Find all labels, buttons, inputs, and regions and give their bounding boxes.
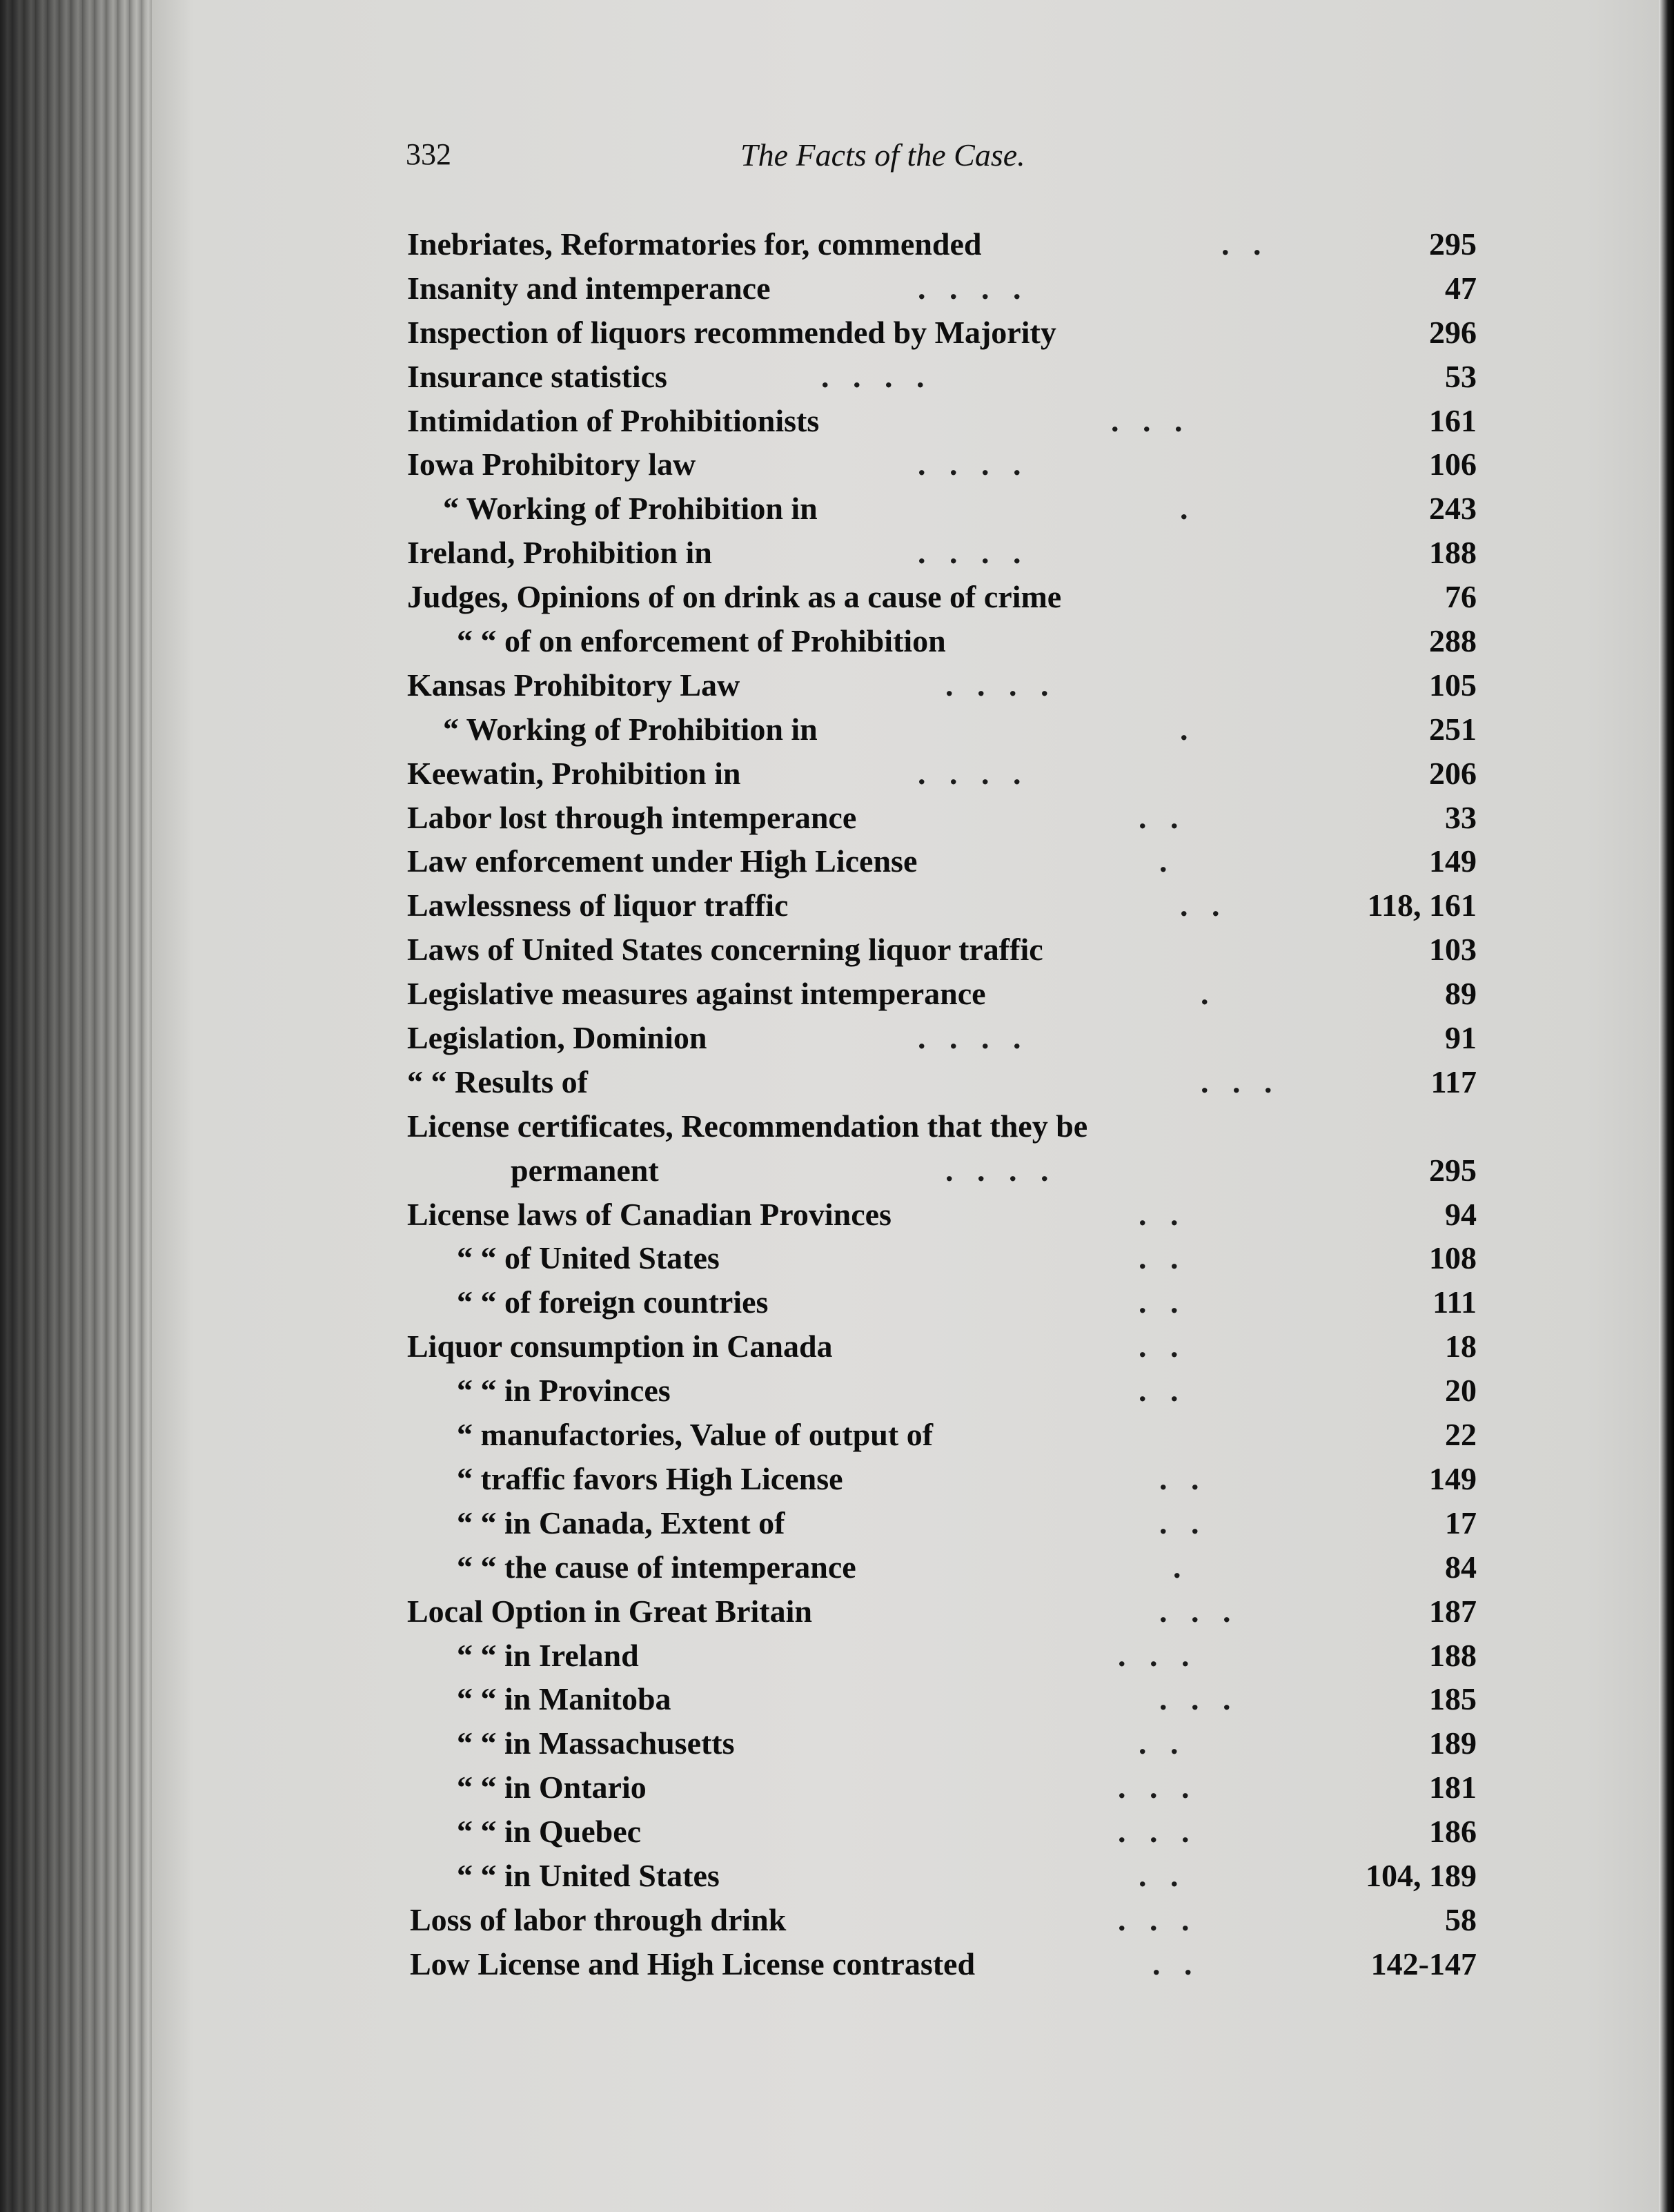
index-entry-text: Legislation, Dominion (407, 1020, 707, 1056)
index-entry-text: “ “ in Manitoba (457, 1681, 671, 1717)
index-entry-page: 206 (1429, 755, 1477, 791)
index-entry (407, 663, 1511, 707)
index-entry-text: Laws of United States concerning liquor traffic (407, 932, 1043, 968)
leader-dots: . . (1139, 1329, 1179, 1364)
index-entry (407, 1413, 1511, 1457)
leader-dots: . . (1180, 888, 1220, 923)
index-entry (407, 1765, 1511, 1810)
index-entry-page: 94 (1445, 1196, 1477, 1232)
index-entry-text: “ “ in Canada, Extent of (457, 1505, 785, 1540)
index-entry-page: 106 (1429, 447, 1477, 482)
leader-dots: . . (1139, 1857, 1179, 1893)
index-entry (407, 1677, 1511, 1721)
index-entry-page: 111 (1432, 1284, 1477, 1320)
index-entry-page: 149 (1429, 1460, 1477, 1496)
leader-dots: . . . (1118, 1770, 1190, 1805)
index-entry (407, 575, 1511, 619)
index-entry (407, 1545, 1511, 1589)
index-entry-text: “ “ the cause of intemperance (457, 1549, 856, 1585)
index-entry-text: Intimidation of Prohibitionists (407, 402, 820, 438)
leader-dots: . . . . (918, 447, 1021, 482)
index-entry-page: 243 (1429, 491, 1477, 527)
index-entry (407, 1898, 1511, 1942)
index-entry (407, 1324, 1511, 1369)
index-entry-page: 108 (1429, 1240, 1477, 1276)
index-entry-page: 117 (1430, 1064, 1477, 1099)
index-entry (407, 1501, 1511, 1545)
index-entry-text: “ traffic favors High License (457, 1460, 843, 1496)
index-entry-text: License certificates, Recommendation that they be (407, 1108, 1088, 1144)
index-entry (407, 355, 1511, 399)
index-entry (407, 1016, 1511, 1060)
index-entry-text: Lawlessness of liquor traffic (407, 888, 789, 923)
leader-dots: . . . . (945, 1152, 1049, 1188)
index-entry-page: 181 (1429, 1770, 1477, 1805)
leader-dots: . . (1159, 1460, 1199, 1496)
leader-dots: . . . (1118, 1901, 1190, 1937)
index-entry-page: 187 (1429, 1593, 1477, 1629)
leader-dots: . . . (1111, 402, 1183, 438)
index-entry-page: 105 (1429, 667, 1477, 703)
index-entry-text: “ “ in Quebec (457, 1814, 642, 1850)
index-entry-text: Law enforcement under High License (407, 843, 918, 879)
index-entry (407, 707, 1511, 752)
index-entry (407, 1369, 1511, 1413)
index-entry (407, 311, 1511, 355)
index-entry-text: “ “ of foreign countries (457, 1284, 769, 1320)
index-entry (407, 1457, 1511, 1501)
index-entry-text: Iowa Prohibitory law (407, 447, 696, 482)
index-entry (407, 972, 1511, 1016)
index-entry-text: “ “ in United States (457, 1857, 720, 1893)
index-entry-page: 22 (1445, 1417, 1477, 1453)
index-entry (407, 399, 1511, 443)
index-entry (407, 222, 1511, 266)
index-entry-text: permanent (511, 1152, 659, 1188)
index-entry (407, 839, 1511, 883)
index-entry-page: 142-147 (1370, 1946, 1477, 1981)
page-header (406, 137, 1510, 181)
index-entry-page: 91 (1445, 1020, 1477, 1056)
index-entry-page: 20 (1445, 1373, 1477, 1409)
leader-dots: . (1180, 491, 1188, 527)
index-entry (407, 1721, 1511, 1765)
index-entry (407, 928, 1511, 972)
index-entry-text: “ “ in Provinces (457, 1373, 671, 1409)
leader-dots: . . . (1159, 1681, 1231, 1717)
index-entry (407, 752, 1511, 796)
index-entry-page: 84 (1445, 1549, 1477, 1585)
index-entry-page: 295 (1429, 1152, 1477, 1188)
index-entry-page: 17 (1445, 1505, 1477, 1540)
index-entry-text: Low License and High License contrasted (410, 1946, 976, 1981)
index-entry (407, 1589, 1511, 1634)
index-entry-page: 185 (1429, 1681, 1477, 1717)
index-entry-text: Inebriates, Reformatories for, commended (407, 226, 982, 262)
leader-dots: . (1173, 1549, 1181, 1585)
index-entry-text: Local Option in Great Britain (407, 1593, 812, 1629)
index-entry-text: “ Working of Prohibition in (443, 491, 818, 527)
leader-dots: . . (1139, 1196, 1179, 1232)
index-entry (407, 1060, 1511, 1104)
index-entry-text: Inspection of liquors recommended by Majority (407, 314, 1056, 350)
leader-dots: . . . . (918, 535, 1021, 571)
index-entry-text: Keewatin, Prohibition in (407, 755, 741, 791)
index-entry-text: Insurance statistics (407, 358, 667, 394)
index-entry-page: 186 (1429, 1814, 1477, 1850)
leader-dots: . . (1139, 1725, 1179, 1761)
index-entry-text: Labor lost through intemperance (407, 799, 857, 835)
index-entry (407, 1236, 1511, 1280)
index-entry-text: “ manufactories, Value of output of (457, 1417, 934, 1453)
index-entry-page: 188 (1429, 535, 1477, 571)
index-entry (407, 531, 1511, 575)
page-number: 332 (406, 137, 451, 171)
index-entry-page: 103 (1429, 932, 1477, 968)
index-entry-text: Insanity and intemperance (407, 270, 771, 306)
index-entry-page: 251 (1429, 711, 1477, 747)
index-entry-page: 104, 189 (1366, 1857, 1477, 1893)
leader-dots: . (1201, 976, 1209, 1012)
leader-dots: . . . . (945, 667, 1049, 703)
leader-dots: . . (1139, 1373, 1179, 1409)
index-entry (407, 487, 1511, 531)
index-entry-text: Liquor consumption in Canada (407, 1329, 833, 1364)
index-entry-text: “ “ of United States (457, 1240, 720, 1276)
index-entry (407, 1854, 1511, 1898)
index-entry-text: “ Working of Prohibition in (443, 711, 818, 747)
leader-dots: . . (1159, 1505, 1199, 1540)
index-entry (407, 1104, 1511, 1148)
index-entry-text: Judges, Opinions of on drink as a cause of crime (407, 579, 1062, 615)
index-entry-page: 47 (1445, 270, 1477, 306)
leader-dots: . . (1139, 1284, 1179, 1320)
index-entry-page: 33 (1445, 799, 1477, 835)
index-entry-page: 296 (1429, 314, 1477, 350)
index-entry (407, 1193, 1511, 1237)
leader-dots: . (1180, 711, 1188, 747)
index-entry-page: 295 (1429, 226, 1477, 262)
leader-dots: . . (1139, 799, 1179, 835)
index-entry (407, 883, 1511, 928)
index-entry-page: 188 (1429, 1637, 1477, 1673)
leader-dots: . (1159, 843, 1168, 879)
index-entry (407, 266, 1511, 311)
index-entry-text: “ “ in Massachusetts (457, 1725, 735, 1761)
index-entry (407, 619, 1511, 663)
index-entry (407, 1634, 1511, 1678)
index-entry-text: Kansas Prohibitory Law (407, 667, 740, 703)
index-entry-text: License laws of Canadian Provinces (407, 1196, 892, 1232)
index-entry-page: 53 (1445, 358, 1477, 394)
book-spine-shadow (0, 0, 152, 2212)
leader-dots: . . . . (918, 755, 1021, 791)
index-entry-page: 149 (1429, 843, 1477, 879)
index-entry (407, 1280, 1511, 1324)
index-entry-text: “ “ in Ireland (457, 1637, 639, 1673)
leader-dots: . . (1139, 1240, 1179, 1276)
leader-dots: . . . (1201, 1064, 1272, 1099)
index-list (407, 222, 1511, 1986)
running-title: The Facts of the Case. (740, 137, 1025, 173)
index-entry-text: “ “ Results of (407, 1064, 588, 1099)
index-entry-text: Loss of labor through drink (410, 1901, 787, 1937)
leader-dots: . . . (1118, 1637, 1190, 1673)
index-entry (407, 442, 1511, 487)
index-entry-page: 189 (1429, 1725, 1477, 1761)
index-entry-page: 89 (1445, 976, 1477, 1012)
leader-dots: . . . (1118, 1814, 1190, 1850)
index-entry-page: 161 (1429, 402, 1477, 438)
index-entry (407, 1148, 1511, 1193)
index-entry-page: 18 (1445, 1329, 1477, 1364)
index-entry-text: “ “ in Ontario (457, 1770, 647, 1805)
index-entry-page: 288 (1429, 623, 1477, 659)
index-entry-text: “ “ of on enforcement of Prohibition (457, 623, 946, 659)
leader-dots: . . . . (821, 358, 925, 394)
leader-dots: . . . . (918, 270, 1021, 306)
leader-dots: . . (1152, 1946, 1192, 1981)
index-entry-page: 58 (1445, 1901, 1477, 1937)
page-right-edge (1659, 0, 1674, 2212)
leader-dots: . . . . (918, 1020, 1021, 1056)
index-entry-page: 76 (1445, 579, 1477, 615)
index-entry (407, 1810, 1511, 1854)
leader-dots: . . (1221, 226, 1261, 262)
leader-dots: . . . (1159, 1593, 1231, 1629)
index-entry-text: Ireland, Prohibition in (407, 535, 712, 571)
index-entry (407, 796, 1511, 840)
index-entry-text: Legislative measures against intemperance (407, 976, 986, 1012)
index-entry (407, 1942, 1511, 1986)
index-entry-page: 118, 161 (1367, 888, 1477, 923)
